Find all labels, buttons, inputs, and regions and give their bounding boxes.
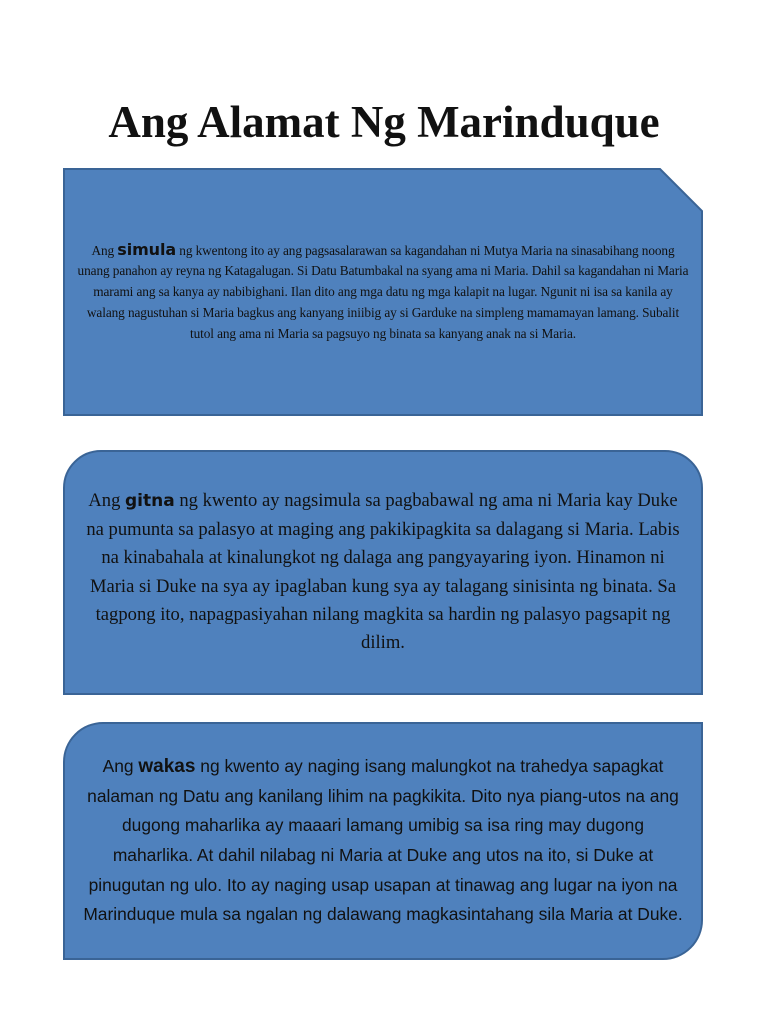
- simula-lead: Ang: [91, 242, 118, 258]
- wakas-keyword: wakas: [138, 756, 196, 778]
- wakas-text: ng kwento ay naging isang malungkot na trahedya sapagkat nalaman ng Datu ang kanilang lihim na pagkikita. Dito nya piang-utos na ang dugong maharlika ay maaari lamang umibig sa isa ring may dugong maharlika. At dahil nilabag ni Maria at Duke ang utos na ito, si Duke at pinugutan ng ulo. Ito ay naging usap usapan at tinawag ang lugar na iyon na Marinduque mula sa ngalan ng dalawang magkasintahang sila Maria at Duke.: [83, 756, 683, 925]
- gitna-text: ng kwento ay nagsimula sa pagbabawal ng ama ni Maria kay Duke na pumunta sa palasyo at maging ang pakikipagkita sa dalagang si Maria. Labis na kinabahala at kinalungkot ng dalaga ang pangyayaring iyon. Hinamon ni Maria si Duke na sya ay ipaglaban kung sya ay talagang sinisinta ng binata. Sa tagpong ito, napagpasiyahan nilang magkita sa hardin ng palasyo pagsapit ng dilim.: [86, 490, 680, 654]
- simula-text: ng kwentong ito ay ang pagsasalarawan sa kagandahan ni Mutya Maria na sinasabihang noong unang panahon ay reyna ng Katagalugan. Si Datu Batumbakal na syang ama ni Maria. Dahil sa kagandahan ni Maria marami ang sa kanya ay nabibighani. Ilan dito ang mga datu ng mga kalapit na lugar. Ngunit ni isa sa kanila ay walang nagustuhan si Maria bagkus ang kanyang iniibig ay si Garduke na simpleng mamamayan lamang. Subalit tutol ang ama ni Maria sa pagsuyo ng binata sa kanyang anak na si Maria.: [77, 242, 689, 341]
- wakas-lead: Ang: [102, 756, 139, 777]
- wakas-box: [63, 722, 703, 960]
- simula-keyword: simula: [117, 239, 177, 259]
- simula-paragraph: [77, 240, 689, 345]
- gitna-box: [63, 450, 703, 695]
- wakas-paragraph: [81, 752, 685, 930]
- simula-box: [63, 168, 703, 416]
- page-title: Ang Alamat Ng Marinduque: [108, 97, 660, 147]
- gitna-paragraph: [81, 487, 685, 657]
- gitna-lead: Ang: [88, 490, 126, 512]
- gitna-keyword: gitna: [125, 491, 175, 512]
